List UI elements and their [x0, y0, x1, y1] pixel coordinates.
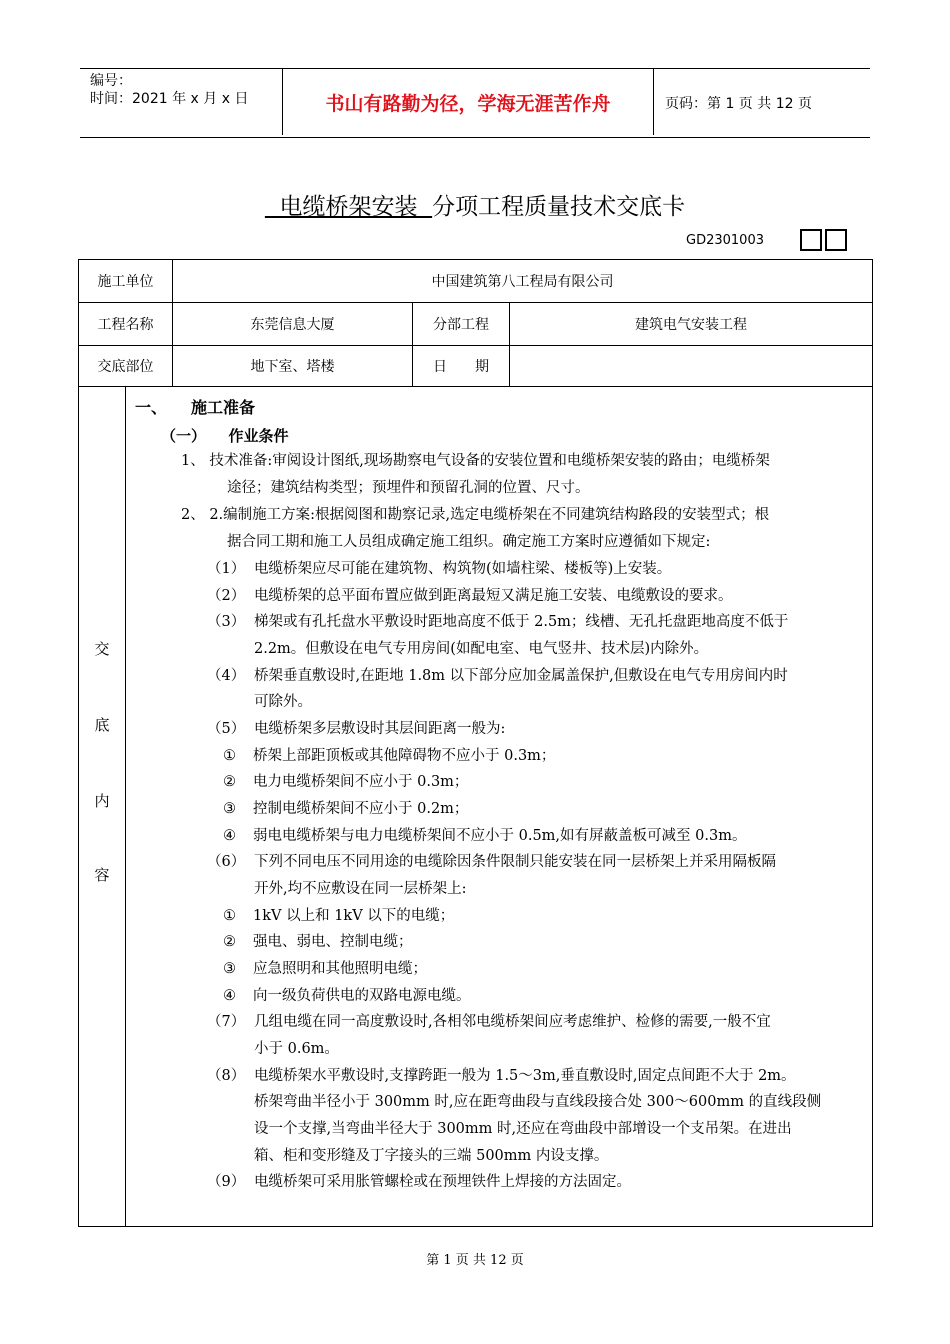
heading-1: 一、 施工准备 [135, 398, 256, 417]
sub-6-2-text: 强电、弱电、控制电缆； [253, 934, 413, 950]
side-char-1: 交 [94, 640, 110, 658]
time-label: 时间：2021 年 x 月 x 日 [90, 91, 249, 107]
sub-5-1 [223, 746, 555, 766]
item-8-text: 电缆桥架水平敷设时,支撑跨距一般为 1.5～3m,垂直敷设时,固定点间距不大于 2m。 [254, 1068, 796, 1084]
item-8 [207, 1066, 796, 1086]
division-label: 分部工程 [412, 302, 509, 345]
item-3-text: 梯架或有孔托盘水平敷设时距地高度不低于 2.5m；线槽、无孔托盘距地高度不低于 [254, 614, 789, 630]
sub-6-1-text: 1kV 以上和 1kV 以下的电缆； [253, 908, 455, 924]
sub-5-3-no: ③ [223, 801, 236, 817]
item-4 [207, 666, 788, 686]
sub-5-4 [223, 826, 746, 846]
item-5 [207, 719, 505, 739]
sub-5-2 [223, 772, 468, 792]
sub-5-3-text: 控制电缆桥架间不应小于 0.2m； [253, 801, 469, 817]
item-7-text: 几组电缆在同一高度敷设时,各相邻电缆桥架间应考虑维护、检修的需要,一般不宜 [254, 1014, 771, 1030]
row-unit [79, 260, 872, 303]
document-title [0, 188, 950, 221]
item-6-text: 下列不同电压不同用途的电缆除因条件限制只能安装在同一层桥架上并采用隔板隔 [254, 854, 776, 870]
item-8-cont-3: 箱、柜和变形缝及丁字接头的三端 500mm 内设支撑。 [254, 1148, 609, 1164]
page-footer: 第 1 页 共 12 页 [426, 1253, 524, 1268]
sub-5-4-text: 弱电电缆桥架与电力电缆桥架间不应小于 0.5m,如有屏蔽盖板可减至 0.3m。 [253, 828, 747, 844]
para-2-line-1: 2、 2.编制施工方案:根据阅图和勘察记录,选定电缆桥架在不同建筑结构路段的安装型式；根 [181, 507, 770, 523]
item-2-no: （2） [207, 588, 246, 604]
item-1-no: （1） [207, 561, 246, 577]
motto: 书山有路勤为径，学海无涯苦作舟 [282, 69, 654, 135]
item-9-text: 电缆桥架可采用胀管螺栓或在预埋铁件上焊接的方法固定。 [254, 1174, 631, 1190]
item-4-cont: 可除外。 [254, 694, 312, 710]
division-value: 建筑电气安装工程 [509, 302, 872, 345]
sub-5-3 [223, 799, 468, 819]
sub-6-4-no: ④ [223, 988, 236, 1004]
item-1 [207, 559, 671, 579]
item-5-text: 电缆桥架多层敷设时其层间距离一般为: [254, 721, 506, 737]
side-label [79, 386, 126, 1226]
sub-6-1-no: ① [223, 908, 236, 924]
item-2-text: 电缆桥架的总平面布置应做到距离最短又满足施工安装、电缆敷设的要求。 [254, 588, 733, 604]
item-3-cont: 2.2m。但敷设在电气专用房间(如配电室、电气竖井、技术层)内除外。 [254, 641, 709, 657]
item-6-cont: 开外,均不应敷设在同一层桥架上: [254, 881, 467, 897]
side-char-3: 内 [94, 792, 110, 810]
location-value: 地下室、塔楼 [172, 345, 412, 386]
project-label: 工程名称 [97, 316, 154, 333]
para-2-line-2: 据合同工期和施工人员组成确定施工组织。确定施工方案时应遵循如下规定: [227, 534, 711, 550]
item-5-no: （5） [207, 721, 246, 737]
date-value[interactable] [509, 345, 872, 386]
item-7 [207, 1012, 771, 1032]
side-char-4: 容 [94, 866, 110, 884]
document-code: GD2301003 [686, 233, 764, 248]
item-7-cont: 小于 0.6m。 [254, 1041, 339, 1057]
row-project [79, 302, 872, 346]
sub-6-4-text: 向一级负荷供电的双路电源电缆。 [253, 988, 471, 1004]
header-left [80, 69, 282, 137]
item-4-text: 桥架垂直敷设时,在距地 1.8m 以下部分应加金属盖保护,但敷设在电气专用房间内时 [254, 668, 788, 684]
number-label: 编号： [90, 73, 132, 89]
location-label: 交底部位 [97, 358, 154, 375]
item-7-no: （7） [207, 1014, 246, 1030]
sub-5-4-no: ④ [223, 828, 236, 844]
project-value: 东莞信息大厦 [172, 302, 412, 345]
sub-5-2-no: ② [223, 774, 236, 790]
sub-5-2-text: 电力电缆桥架间不应小于 0.3m； [253, 774, 469, 790]
sub-6-4 [223, 986, 471, 1006]
checkbox-1[interactable] [800, 229, 822, 251]
title-subject: 电缆桥架安装 [264, 194, 433, 220]
sub-6-2 [223, 932, 413, 952]
sub-5-1-no: ① [223, 748, 236, 764]
item-8-cont-1: 桥架弯曲半径小于 300mm 时,应在距弯曲段与直线段接合处 300～600mm 的直线段侧 [254, 1094, 822, 1110]
checkbox-pair [800, 229, 847, 251]
title-rest: 分项工程质量技术交底卡 [432, 194, 686, 220]
item-8-no: （8） [207, 1068, 246, 1084]
item-9 [207, 1172, 631, 1192]
item-4-no: （4） [207, 668, 246, 684]
row-location [79, 345, 872, 387]
page-code: 页码：第 1 页 共 12 页 [665, 96, 812, 112]
item-8-cont-2: 设一个支撑,当弯曲半径大于 300mm 时,还应在弯曲段中部增设一个支吊架。在进出 [254, 1121, 792, 1137]
date-label: 日 期 [412, 345, 509, 386]
checkbox-2[interactable] [825, 229, 847, 251]
heading-2: （一） 作业条件 [161, 427, 289, 445]
item-9-no: （9） [207, 1174, 246, 1190]
sub-6-1 [223, 906, 454, 926]
content-body [125, 386, 872, 1226]
sub-6-3 [223, 959, 427, 979]
sub-6-2-no: ② [223, 934, 236, 950]
item-3-no: （3） [207, 614, 246, 630]
side-char-2: 底 [94, 716, 110, 734]
para-1-line-2: 途径；建筑结构类型；预埋件和预留孔洞的位置、尺寸。 [227, 480, 590, 496]
content-area [79, 386, 872, 1226]
para-1-line-1: 1、 技术准备:审阅设计图纸,现场勘察电气设备的安装位置和电缆桥架安装的路由；电缆桥架 [181, 453, 770, 469]
sub-6-3-no: ③ [223, 961, 236, 977]
item-3 [207, 612, 788, 632]
item-2 [207, 586, 733, 606]
unit-value: 中国建筑第八工程局有限公司 [172, 260, 872, 302]
item-6-no: （6） [207, 854, 246, 870]
sub-5-1-text: 桥架上部距顶板或其他障碍物不应小于 0.3m； [253, 748, 556, 764]
item-1-text: 电缆桥架应尽可能在建筑物、构筑物(如墙柱梁、楼板等)上安装。 [254, 561, 672, 577]
item-6 [207, 852, 776, 872]
sub-6-3-text: 应急照明和其他照明电缆； [253, 961, 427, 977]
disclosure-table [78, 259, 873, 1227]
unit-label: 施工单位 [97, 274, 154, 290]
page-header [80, 68, 870, 138]
